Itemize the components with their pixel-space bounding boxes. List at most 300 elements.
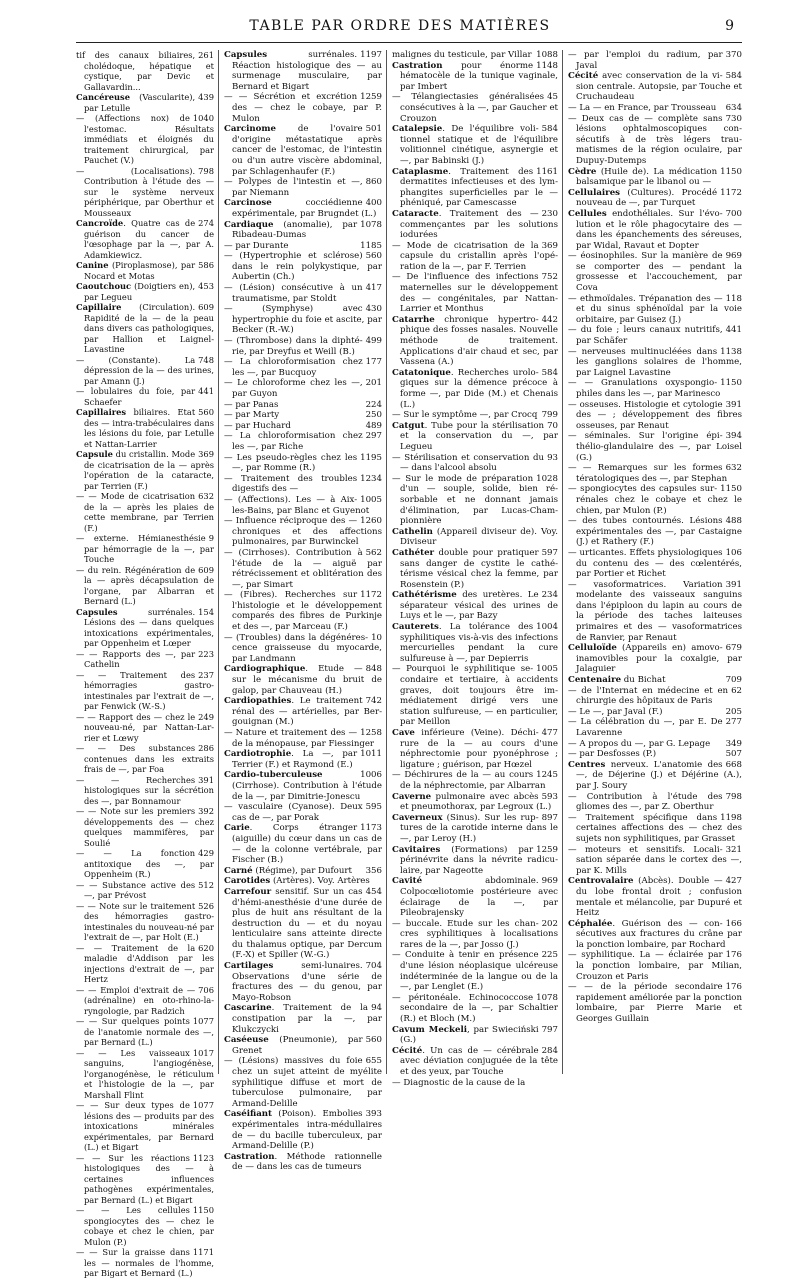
entry-page-number: 1259 (360, 92, 382, 103)
entry-page-number: 393 (365, 1109, 382, 1120)
entry-headword: Capillaire (76, 302, 122, 312)
entry-headword: Cardiographique (224, 664, 306, 675)
index-entry (392, 792, 558, 813)
entry-text: — (Lésions) massives du foie chez un sujet atteint de myélite syphilitique diffuse et mort de tuberculose pulmonaire, par Armand-Delille (224, 1056, 382, 1109)
entry-text: — séminales. Sur l'origine épithélio-glandulaire des —, par Loisel (G.) (568, 431, 742, 463)
entry-headword: Capillaires (76, 407, 127, 417)
index-entry (568, 209, 742, 251)
entry-page-number: 620 (198, 942, 214, 953)
entry-text: — — Emploi d'extrait de — (adrénaline) en oto-rhino-laryngologie, par Radzich (76, 984, 214, 1016)
entry-page-number: 1040 (192, 113, 214, 123)
index-entry (392, 664, 558, 728)
entry-page-number: 1077 (192, 1016, 214, 1026)
entry-text: — La chloroformisation chez les —, par Bucquoy (224, 357, 363, 378)
entry-page-number: 391 (725, 399, 742, 410)
index-entry (224, 124, 382, 177)
entry-text: pour énorme hématocèle de la tunique vaginale, par Imbert (400, 60, 558, 92)
entry-headword: Celluloïde (568, 643, 617, 654)
index-entry (224, 590, 382, 632)
index-entry (568, 717, 742, 738)
index-entry (76, 260, 214, 281)
entry-text: (Abcès). Double — du lobe frontal droit ; confusion mentale et mélancolie, par Dupuré et Heitz (576, 876, 742, 919)
entry-page-number: 176 (725, 982, 742, 993)
index-entry (76, 1016, 214, 1048)
entry-page-number: 442 (541, 314, 558, 325)
entry-page-number: 1150 (720, 166, 742, 177)
index-entry (224, 1109, 382, 1151)
entry-text: — spongiocytes des capsules surrénales chez le cobaye et chez le chien, par Mulon (P.) (568, 484, 742, 516)
index-entry (568, 516, 742, 548)
entry-headword: Carné (224, 865, 253, 876)
index-entry (76, 607, 214, 649)
entry-text: — par l'emploi du radium, par Javal (568, 50, 723, 71)
entry-headword: Centenaire (568, 675, 622, 686)
entry-headword: Catalepsie (392, 124, 443, 135)
entry-text: — Stérilisation et conservation du — dans l'alcool absolu (392, 452, 545, 474)
entry-text: du Bichat (621, 675, 666, 686)
entry-page-number: 321 (725, 844, 742, 855)
entry-page-number: 1197 (360, 50, 382, 60)
entry-page-number: 1017 (192, 1047, 214, 1058)
entry-text: — éosinophiles. Sur la manière de se comporter des — pendant la grossesse et l'accouchement, par Cova (568, 251, 742, 294)
entry-text: — — Sur les réactions histologiques des — à certaines influences pathogènes expérimentales, par Bernard (L.) et Bigart (76, 1152, 214, 1205)
entry-text: — — Sur quelques points de l'anatomie normale des —, par Bernard (L.) (76, 1016, 214, 1047)
entry-text: — La célébration du —, par E. De Lavarenne (568, 717, 723, 738)
entry-headword: Cardiaque (224, 219, 274, 230)
index-entry (568, 982, 742, 1024)
index-entry (224, 548, 382, 590)
entry-page-number: 584 (541, 367, 558, 378)
index-entry (568, 686, 742, 707)
entry-text: — La chloroformisation chez les —, par Riche (224, 431, 363, 452)
entry-headword: Cavitaires (392, 844, 441, 855)
entry-page-number: 10 (371, 632, 382, 643)
entry-text: — Déchirures de la — au cours de la néphrectomie, par Albarran (392, 770, 546, 791)
entry-text: — (Symphyse) avec hypertrophie du foie et ascite, par Becker (R.-W.) (224, 304, 382, 336)
entry-text: . Un cas de — cérébrale avec déviation conjuguée de la tête et des yeux, par Touche (400, 1045, 558, 1077)
index-entry (76, 166, 214, 219)
entry-page-number: 230 (541, 208, 558, 219)
index-entry (224, 453, 382, 474)
entry-page-number: 1138 (720, 346, 742, 357)
index-entry (224, 749, 382, 770)
entry-page-number: 106 (725, 547, 742, 558)
index-entry (224, 336, 382, 357)
entry-text: — urticantes. Effets physiologiques du contenu des — des cœlentérés, par Portier et Richet (568, 547, 742, 580)
entry-text: — Sur le symptôme —, par Crocq (392, 410, 538, 421)
entry-headword: Catatonique (392, 367, 451, 378)
entry-text: — Nature et traitement des — de la ménopause, par Fiessinger (224, 728, 375, 749)
index-entry (392, 876, 558, 918)
index-entry (568, 950, 742, 982)
entry-page-number: 154 (198, 606, 214, 617)
index-entry (76, 281, 214, 302)
entry-text: — Les pseudo-règles chez les —, par Romme (R.) (224, 452, 358, 474)
index-entry (224, 421, 382, 432)
entry-page-number: 798 (198, 165, 214, 176)
entry-text: inférieure (Veine). Déchirure de la — au cours d'une néphrectomie pour pyonéphrose ; ligature ; guérison, par Hœzel (400, 728, 558, 770)
entry-text: — buccale. Etude sur les chancres syphilitiques à localisations rares de la —, par Josso (J.) (392, 918, 558, 950)
entry-headword: Carcinose (224, 198, 272, 209)
entry-text: — ethmoïdales. Trépanation des — et du sinus sphénoïdal par la voie orbitaire, par Guisez (J.) (568, 293, 742, 325)
entry-text: . Corps étranger (aiguille) du cœur dans un cas de — de la colonne vertébrale, par Fischer (B.) (232, 823, 382, 866)
entry-text: — Traitement spécifique dans certaines affections des — chez des sujets non syphilitiques, par Grasset (568, 812, 742, 844)
index-entry (568, 707, 742, 718)
index-entry (76, 533, 214, 565)
entry-headword: Castration (392, 60, 443, 71)
entry-page-number: 297 (365, 431, 382, 442)
index-entry (224, 728, 382, 749)
entry-text: surrénales. Lésions des — dans quelques intoxications expérimentales, par Oppenheim et Lœper (84, 606, 214, 648)
entry-page-number: 356 (365, 865, 382, 876)
entry-text: (Régime), par Dufourt (252, 865, 352, 876)
index-entry (568, 876, 742, 918)
entry-headword: Carrefour (224, 886, 272, 897)
entry-page-number: 593 (541, 791, 558, 802)
entry-page-number: 277 (725, 717, 742, 728)
page-title: TABLE PAR ORDRE DES MATIÈRES (249, 18, 551, 34)
entry-page-number: 202 (541, 918, 558, 929)
entry-text: avec conservation de la vision centrale. Autopsie, par Touche et Cruchaudeau (576, 71, 742, 103)
entry-text: . Le traitement rénal des — artérielles, par Bergouignan (M.) (232, 696, 382, 728)
entry-text: — osseuses. Histologie et cytologie des — ; développement des fibres osseuses, par Renaut (568, 399, 742, 431)
index-entry (568, 580, 742, 644)
entry-text: — — Note sur les premiers développements des — chez quelques mammifères, par Soulié (76, 806, 214, 848)
entry-text: — — Note sur le traitement des hémorragies gastro-intestinales du nouveau-né par l'extrait de —, par Holt (E.) (76, 900, 215, 942)
entry-headword: Cauterets (392, 622, 439, 633)
entry-page-number: 1171 (192, 1247, 214, 1257)
index-entry (392, 993, 558, 1025)
index-entry (224, 802, 382, 823)
index-entry (224, 92, 382, 124)
entry-page-number: 704 (365, 961, 382, 972)
index-entry (224, 770, 382, 802)
entry-text: (Formations) par périnévrite dans la névrite radiculaire, par Nageotte (400, 844, 558, 876)
entry-page-number: 560 (365, 1035, 382, 1046)
entry-text: double pour pratiquer sans danger de cystite le cathétérisme vésical chez la femme, par Rosenstein (P.) (400, 547, 558, 590)
entry-text: — Polypes de l'intestin et —, par Niemann (224, 177, 363, 198)
entry-page-number: 1078 (536, 992, 558, 1003)
entry-page-number: 798 (725, 791, 742, 802)
index-entry (392, 272, 558, 314)
index-entry (76, 712, 214, 744)
entry-headword: Capsule (76, 449, 113, 459)
index-entry (76, 775, 214, 807)
entry-page-number: 512 (198, 879, 214, 890)
entry-text: — de l'Internat en médecine et en chirurgie des hôpitaux de Paris (568, 685, 729, 707)
index-entry (568, 167, 742, 188)
entry-text: malignes du testicule, par Villar (392, 50, 532, 60)
entry-text: — — Sur la graisse dans les — normales de l'homme, par Bigart et Bernard (L.) (76, 1247, 214, 1278)
entry-page-number: 1005 (360, 494, 382, 505)
page-number: 9 (725, 18, 734, 34)
entry-page-number: 391 (725, 579, 742, 590)
entry-page-number: 225 (541, 950, 558, 961)
entry-page-number: 94 (371, 1003, 382, 1014)
entry-page-number: 632 (725, 463, 742, 474)
entry-text: — (Lésion) consécutive à un traumatisme, par Stoldt (224, 283, 363, 304)
index-entry (76, 848, 214, 880)
entry-text: — (Affections). Les — à Aix-les-Bains, par Blanc et Guyenot (224, 494, 370, 516)
entry-page-number: 748 (198, 354, 214, 365)
index-entry (224, 474, 382, 495)
entry-page-number: 1195 (360, 452, 382, 463)
entry-page-number: 1148 (536, 60, 558, 71)
index-entry (568, 103, 742, 114)
entry-page-number: 223 (198, 648, 214, 659)
entry-page-number: 176 (725, 950, 742, 961)
entry-text: — (Hypertrophie et sclérose) dans le rein polykystique, par Aubertin (Ch.) (224, 251, 382, 283)
index-entry (392, 61, 558, 93)
index-entry (392, 92, 558, 124)
index-entry (224, 1035, 382, 1056)
entry-page-number: 1028 (536, 473, 558, 484)
index-entry (76, 449, 214, 491)
entry-text: nerveux. L'anatomie des —, de Déjerine (J.) et Déjérine (A.), par J. Soury (576, 759, 742, 791)
index-entry (224, 866, 382, 877)
entry-text: biliaires. Etat des — intra-trabéculaires dans les lésions du foie, par Letulle et Nattan-Larrier (84, 407, 214, 449)
index-entry (224, 251, 382, 283)
entry-text: — A propos du —, par G. Lepage (568, 738, 711, 749)
entry-headword: Centres (568, 759, 606, 770)
entry-headword: Cathéter (392, 547, 435, 558)
index-column-3 (387, 50, 563, 1088)
entry-page-number: 562 (365, 547, 382, 558)
entry-page-number: 249 (198, 711, 214, 722)
index-entry (568, 749, 742, 760)
entry-text: (Poison). Embolies expérimentales intra-médullaires de — du bacille tuberculeux, par Armand-Delille (P.) (232, 1109, 382, 1152)
entry-text: — (Constante). La dépression de la — des urines, par Amann (J.) (76, 354, 214, 386)
entry-text: — — La fonction antitoxique des —, par Oppenheim (R.) (76, 848, 214, 879)
index-entry (224, 495, 382, 516)
index-entry (392, 845, 558, 877)
index-entry (76, 806, 214, 848)
entry-page-number: 706 (198, 984, 214, 995)
entry-text: — — Rapport des — chez le nouveau-né, par Nattan-Larrier et Lœwy (76, 711, 214, 743)
entry-headword: Céphalée (568, 918, 613, 929)
entry-page-number: 430 (365, 304, 382, 315)
entry-text: — moteurs et sensitifs. Localisation séparée dans le cortex des —, par K. Mills (568, 844, 742, 876)
entry-headword: Cartilages (224, 961, 274, 972)
index-entry (568, 813, 742, 845)
index-entry (568, 548, 742, 580)
entry-headword: Castration (224, 1151, 275, 1162)
entry-headword: Catgut (392, 420, 425, 431)
index-entry (392, 590, 558, 622)
entry-headword: Carcinome (224, 124, 276, 135)
entry-page-number: 526 (198, 900, 214, 911)
entry-headword: Cèdre (568, 166, 597, 177)
entry-page-number: 391 (198, 774, 214, 785)
entry-headword: Caséeuse (224, 1035, 269, 1046)
entry-text: . Etude — sur le mécanisme du bruit de galop, par Chauveau (H.) (232, 664, 382, 696)
entry-page-number: 93 (547, 452, 558, 463)
entry-text: (Appareil diviseur de). Voy. Diviseur (400, 526, 558, 548)
entry-page-number: 1150 (192, 1205, 214, 1215)
index-entry (76, 1153, 214, 1206)
entry-text: . Traitement des dermatites infectieuses et des lymphangites superficielles par le — phéniqué, par Camescasse (400, 166, 558, 209)
index-entry (568, 294, 742, 326)
entry-text: . Recherches urologiques sur la démence précoce à forme —, par Dide (M.) et Chenais (L.) (400, 367, 558, 410)
page-header (0, 18, 800, 38)
index-entry (224, 220, 382, 241)
entry-text: — Diagnostic de la cause de la (392, 1077, 526, 1088)
index-entry (568, 739, 742, 750)
entry-text: — — Substance active des —, par Prévost (76, 879, 196, 900)
entry-page-number: 429 (198, 848, 214, 858)
entry-text: . De l'équilibre volitionnel statique et de l'équilibre volitionnel cinétique, asynergie et —, par Babinski (J.) (400, 124, 558, 166)
entry-page-number: 1173 (360, 823, 382, 834)
entry-page-number: 1198 (720, 812, 742, 823)
index-entry (224, 241, 382, 252)
entry-text: — Le chloroforme chez les —, par Guyon (224, 378, 363, 399)
entry-text: du cristallin. Mode de cicatrisation de la — après l'opération de la cataracte, par Terrien (F.) (84, 449, 214, 491)
entry-page-number: 1150 (720, 484, 742, 495)
index-entry (76, 218, 214, 260)
entry-headword: Centrovalaire (568, 876, 634, 887)
entry-page-number: 668 (725, 759, 742, 770)
entry-headword: Caséifiant (224, 1109, 273, 1120)
index-entry (224, 696, 382, 728)
entry-page-number: 595 (365, 802, 382, 813)
index-entry (392, 241, 558, 273)
entry-page-number: 441 (725, 325, 742, 336)
entry-page-number: 742 (365, 696, 382, 707)
entry-page-number: 201 (365, 378, 382, 389)
entry-headword: Caoutchouc (76, 281, 132, 291)
entry-page-number: 1088 (536, 50, 558, 60)
entry-text: — lobulaires du foie, par Schaefer (76, 386, 196, 407)
index-entry (392, 474, 558, 527)
index-entry (76, 649, 214, 670)
entry-page-number: 969 (725, 251, 742, 262)
entry-text: (Artères). Voy. Artères (270, 876, 370, 887)
entry-text: (Appareils en) amovoinamovibles pour la coxalgie, par Jalaguier (576, 643, 742, 675)
entry-text: — péritonéale. Echinococcose secondaire de la —, par Schaltier (R.) et Bloch (M.) (392, 992, 558, 1025)
entry-text: — Contribution à l'étude des gliomes des —, par Z. Oberthur (568, 791, 723, 813)
entry-text: — nerveuses multinucléées dans les ganglions solaires de l'homme, par Laignel Lavastine (568, 346, 742, 378)
entry-page-number: 349 (725, 738, 742, 749)
index-entry (392, 453, 558, 474)
index-entry (568, 463, 742, 484)
entry-page-number: 488 (725, 516, 742, 527)
entry-text: — (Affections nox) de l'estomac. Résultats immédiats et éloignés du traitement chirurgical, par Pauchet (V.) (76, 113, 214, 165)
entry-page-number: 70 (547, 420, 558, 431)
index-entry (76, 985, 214, 1017)
entry-page-number: 1078 (360, 219, 382, 230)
entry-page-number: 400 (365, 198, 382, 209)
index-entry (568, 675, 742, 686)
index-entry (224, 378, 382, 399)
index-entry (392, 770, 558, 791)
entry-headword: Cathétérisme (392, 590, 457, 601)
entry-page-number: 118 (725, 293, 742, 304)
entry-text: tif des canaux biliaires, cholédoque, hépatique et cystique, par Devic et Gallavardin... (76, 50, 214, 92)
entry-page-number: 417 (365, 283, 382, 294)
entry-page-number: 1123 (192, 1152, 214, 1163)
entry-text: — externe. Hémianesthésie par hémorragie de la —, par Touche (76, 533, 214, 564)
index-entry (568, 845, 742, 877)
index-entry (76, 1247, 214, 1279)
entry-text: — La — en France, par Trousseau (568, 102, 717, 113)
entry-text: — Pourquoi le syphilitique secondaire et tertiaire, à accidents graves, doit toujours être immédiatement dirigé vers une station sulfureuse, — en particulier, par Meillon (392, 664, 558, 728)
index-entry (568, 431, 742, 463)
index-entry (224, 887, 382, 961)
entry-text: — par Panas (224, 399, 279, 410)
index-entry (392, 410, 558, 421)
index-entry (568, 114, 742, 167)
index-entry (224, 823, 382, 865)
entry-headword: Capsules (224, 50, 268, 60)
entry-text: endothéliales. Sur l'évolution et le rôle phagocytaire des — dans les épanchements des séreuses, par Widal, Ravaut et Dopter (576, 208, 742, 251)
entry-headword: Canine (76, 260, 109, 270)
entry-page-number: 799 (541, 410, 558, 421)
entry-text: — par Huchard (224, 420, 291, 431)
index-entry (392, 622, 558, 664)
index-entry (568, 325, 742, 346)
entry-text: (Sinus). Sur les ruptures de la carotide interne dans le —, par Leroy (H.) (400, 812, 558, 844)
entry-text: — par Durante (224, 240, 289, 251)
entry-page-number: 394 (725, 431, 742, 442)
entry-text: semi-lunaires. Observations d'une série de fractures des — du genou, par Mayo-Robson (232, 961, 382, 1003)
index-entry (392, 167, 558, 209)
entry-page-number: 1005 (536, 664, 558, 675)
entry-text: — — Les vaisseaux sanguins, l'angiogénèse, l'organogénèse, le réticulum et l'histologie de la —, par Marshall Flint (76, 1047, 214, 1100)
entry-page-number: 969 (541, 876, 558, 887)
index-entry (392, 1078, 558, 1089)
index-entry (224, 961, 382, 1003)
entry-page-number: 752 (541, 272, 558, 283)
entry-text: — — Traitement de la maladie d'Addison par les injections d'extrait de —, par Hertz (76, 942, 214, 984)
entry-text: (anomalie), par Ribadeau-Dumas (232, 219, 358, 241)
index-entry (568, 484, 742, 516)
entry-page-number: 1161 (536, 166, 558, 177)
entry-text: — (Fibres). Recherches sur l'histologie et le développement comparés des fibres de Purkinje et des —, par Marceau (F.) (224, 590, 382, 633)
entry-page-number: 286 (198, 743, 214, 753)
entry-page-number: 860 (365, 177, 382, 188)
entry-headword: Cavum Meckeli (392, 1024, 467, 1035)
index-entry (568, 251, 742, 293)
entry-text: (Huile de). La médication balsamique par le libanol ou — (576, 166, 718, 188)
entry-page-number: 1004 (536, 622, 558, 633)
entry-page-number: 427 (725, 876, 742, 887)
entry-page-number: 1234 (360, 473, 382, 484)
entry-page-number: 584 (725, 71, 742, 82)
entry-headword: Capsules (76, 606, 118, 617)
entry-page-number: 453 (198, 281, 214, 291)
index-entry (568, 71, 742, 103)
entry-page-number: 597 (541, 547, 558, 558)
index-entry (224, 516, 382, 548)
index-entry (76, 491, 214, 533)
index-entry (76, 743, 214, 775)
index-entry (392, 50, 558, 61)
entry-page-number: 454 (365, 886, 382, 897)
entry-text: — (Troubles) dans la dégénérescence graisseuse du myocarde, par Landmann (224, 632, 382, 664)
entry-text: — — Sur deux types de lésions des — produits par des intoxications minérales expérimentales, par Bernard (L.) et Bigart (76, 1100, 214, 1152)
entry-headword: Cellules (568, 208, 607, 219)
entry-text: (Pneumonie), par Grenet (232, 1035, 363, 1056)
entry-text: — — Rapports des —, par Cathelin (76, 648, 196, 669)
entry-text: — De l'influence des infections maternelles sur le développement des — congénitales, par Nattan-Larrier et Monthus (392, 272, 558, 315)
entry-text: — Télangiectasies généralisées consécutives à la —, par Gaucher et Crouzon (392, 92, 558, 124)
index-entry (76, 113, 214, 166)
entry-text: abdominale. Colpocœliotomie postérieure avec éclairage de la —, par Pileobrajensky (400, 876, 558, 919)
entry-text: — (Thrombose) dans la diphtérie, par Dreyfus et Weill (B.) (224, 336, 363, 357)
index-entry (392, 548, 558, 590)
entry-headword: Caverne (392, 791, 432, 802)
index-entry (224, 664, 382, 696)
